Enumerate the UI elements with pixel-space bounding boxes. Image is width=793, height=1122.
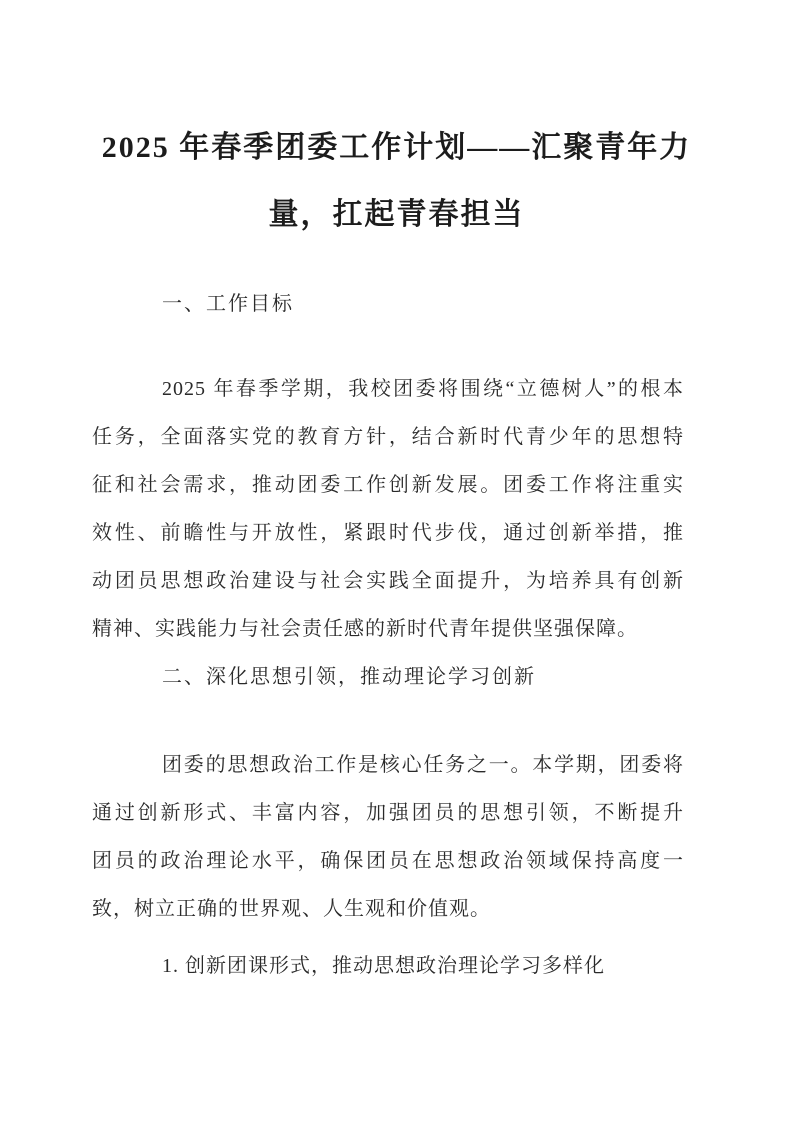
body-line: 团委的思想政治工作是核心任务之一。本学期，团委将 [162, 754, 684, 776]
body-line: 致，树立正确的世界观、人生观和价值观。 [92, 898, 491, 920]
body-line: 任务，全面落实党的教育方针，结合新时代青少年的思想特 [92, 426, 684, 448]
body-line: 效性、前瞻性与开放性，紧跟时代步伐，通过创新举措，推 [92, 522, 684, 544]
body-line: 通过创新形式、丰富内容，加强团员的思想引领，不断提升 [92, 802, 684, 824]
section-2-heading: 二、深化思想引领，推动理论学习创新 [162, 666, 536, 688]
document-title [0, 114, 793, 248]
section-1-heading: 一、工作目标 [162, 293, 294, 315]
section-2-paragraph [92, 741, 684, 933]
body-line: 团员的政治理论水平，确保团员在思想政治领域保持高度一 [92, 850, 684, 872]
body-line: 征和社会需求，推动团委工作创新发展。团委工作将注重实 [92, 474, 684, 496]
body-line: 2025 年春季学期，我校团委将围绕“立德树人”的根本 [162, 378, 684, 400]
section-2-subitem: 1. 创新团课形式，推动思想政治理论学习多样化 [162, 955, 605, 977]
body-line: 动团员思想政治建设与社会实践全面提升，为培养具有创新 [92, 570, 684, 592]
section-1-paragraph [92, 365, 684, 653]
title-line-2: 量，扛起青春担当 [268, 198, 525, 231]
title-line-1: 2025 年春季团委工作计划——汇聚青年力 [101, 131, 692, 164]
body-line: 精神、实践能力与社会责任感的新时代青年提供坚强保障。 [92, 618, 638, 640]
